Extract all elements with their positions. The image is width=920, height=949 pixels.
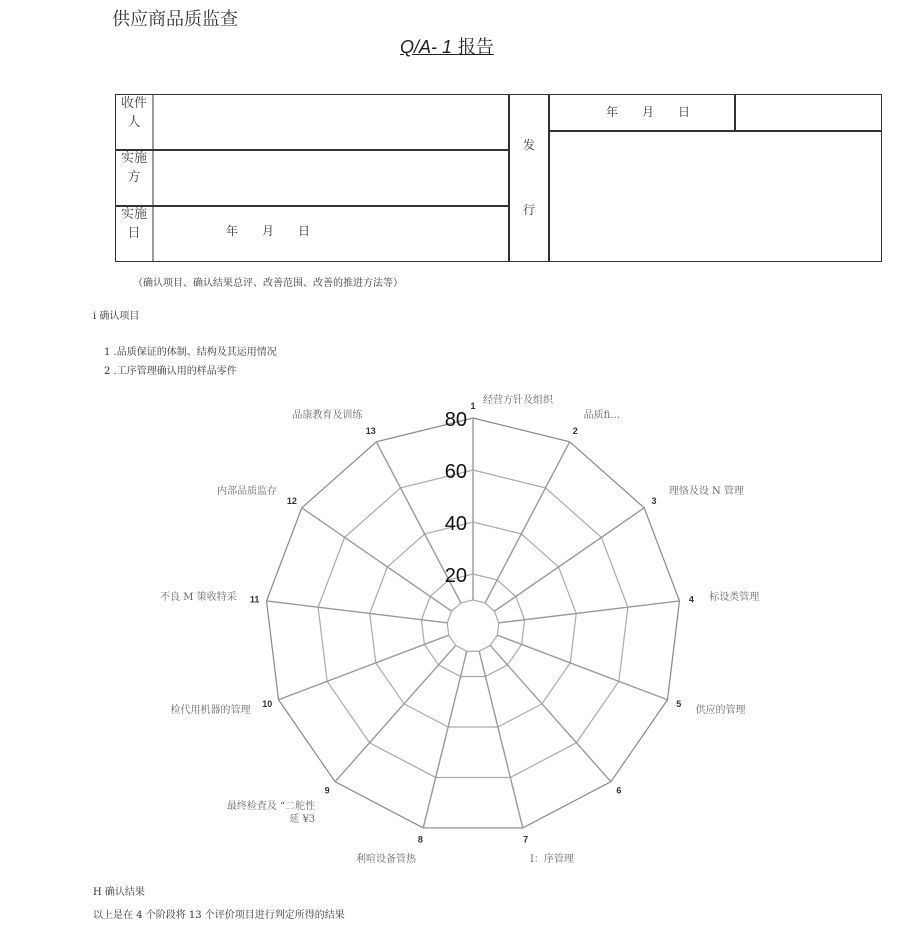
section-2-text: 以上是在 4 个阶段将 13 个评价项目进行判定所得的结果 <box>93 910 345 921</box>
axis-label-10: 检代用机器的管理 <box>170 705 251 717</box>
axis-number-11: 11 <box>249 594 260 605</box>
section-1-item-1: 1 .品质保证的体制、结构及其运用情况 <box>104 347 277 358</box>
axis-number-4: 4 <box>688 594 694 605</box>
axis-label-11: 不良 M 策收特采 <box>160 592 237 604</box>
tick-label-2: 60 <box>444 461 467 483</box>
axis-label-7: I：序管理 <box>529 854 574 866</box>
report-code: Q/A- 1 <box>400 37 453 57</box>
implementer-label: 实施方 <box>120 151 147 185</box>
spoke-5 <box>497 635 667 700</box>
issue-label-1: 发 <box>523 138 536 152</box>
tick-label-3: 80 <box>444 409 467 431</box>
document-title: 供应商品质监查 <box>112 9 238 30</box>
spoke-8 <box>423 651 467 828</box>
issue-label-2: 行 <box>523 203 536 217</box>
spoke-6 <box>490 645 611 781</box>
axis-label-2: 品质fi… <box>583 410 621 422</box>
spoke-7 <box>479 651 523 828</box>
axis-number-13: 13 <box>365 426 376 437</box>
axis-label-4: 标设类管理 <box>709 592 760 604</box>
axis-number-10: 10 <box>262 699 273 710</box>
spoke-4 <box>499 601 680 623</box>
tick-label-1: 40 <box>444 513 467 535</box>
tick-label-0: 20 <box>444 565 467 587</box>
axis-label-8: 利喧设备管热 <box>356 854 417 866</box>
spoke-2 <box>485 442 570 603</box>
section-1-heading: i 确认项目 <box>93 311 140 322</box>
issue-date-field[interactable]: 年 月 日 <box>606 105 691 119</box>
spoke-11 <box>267 601 448 623</box>
recipient-label: 收件人 <box>120 96 147 130</box>
axis-number-7: 7 <box>523 834 529 845</box>
axis-label-12: 内部品质监存 <box>217 485 278 497</box>
axis-label-5: 供应的管理 <box>695 705 746 717</box>
axis-number-9: 9 <box>324 785 330 796</box>
axis-label-13: 品康教育及训练 <box>292 410 363 422</box>
axis-number-6: 6 <box>616 785 622 796</box>
axis-number-5: 5 <box>676 699 682 710</box>
form-note: （确认项目、确认结果总评、改善范围、改善的推进方法等） <box>133 278 403 289</box>
axis-number-3: 3 <box>651 496 657 507</box>
axis-label-3: 理恪及设 N 管理 <box>668 485 744 497</box>
axis-number-2: 2 <box>572 426 578 437</box>
section-1-item-2: 2 .工序管理确认用的样品零件 <box>104 366 237 377</box>
spoke-10 <box>279 635 449 700</box>
date-label: 实施日 <box>120 207 147 241</box>
axis-label-1: 经营方针及组织 <box>483 395 553 406</box>
grid-ring-0 <box>447 600 499 651</box>
report-word: 报告 <box>457 37 494 58</box>
axis-number-1: 1 <box>470 401 476 411</box>
section-2-heading: H 确认结果 <box>93 887 145 898</box>
implement-date-field[interactable]: 年 月 日 <box>226 224 311 238</box>
axis-number-12: 12 <box>286 496 297 507</box>
axis-label-9: 最终检査及 “二舵性延 ¥3 <box>226 801 316 826</box>
axis-number-8: 8 <box>417 834 423 845</box>
spoke-9 <box>335 645 456 781</box>
